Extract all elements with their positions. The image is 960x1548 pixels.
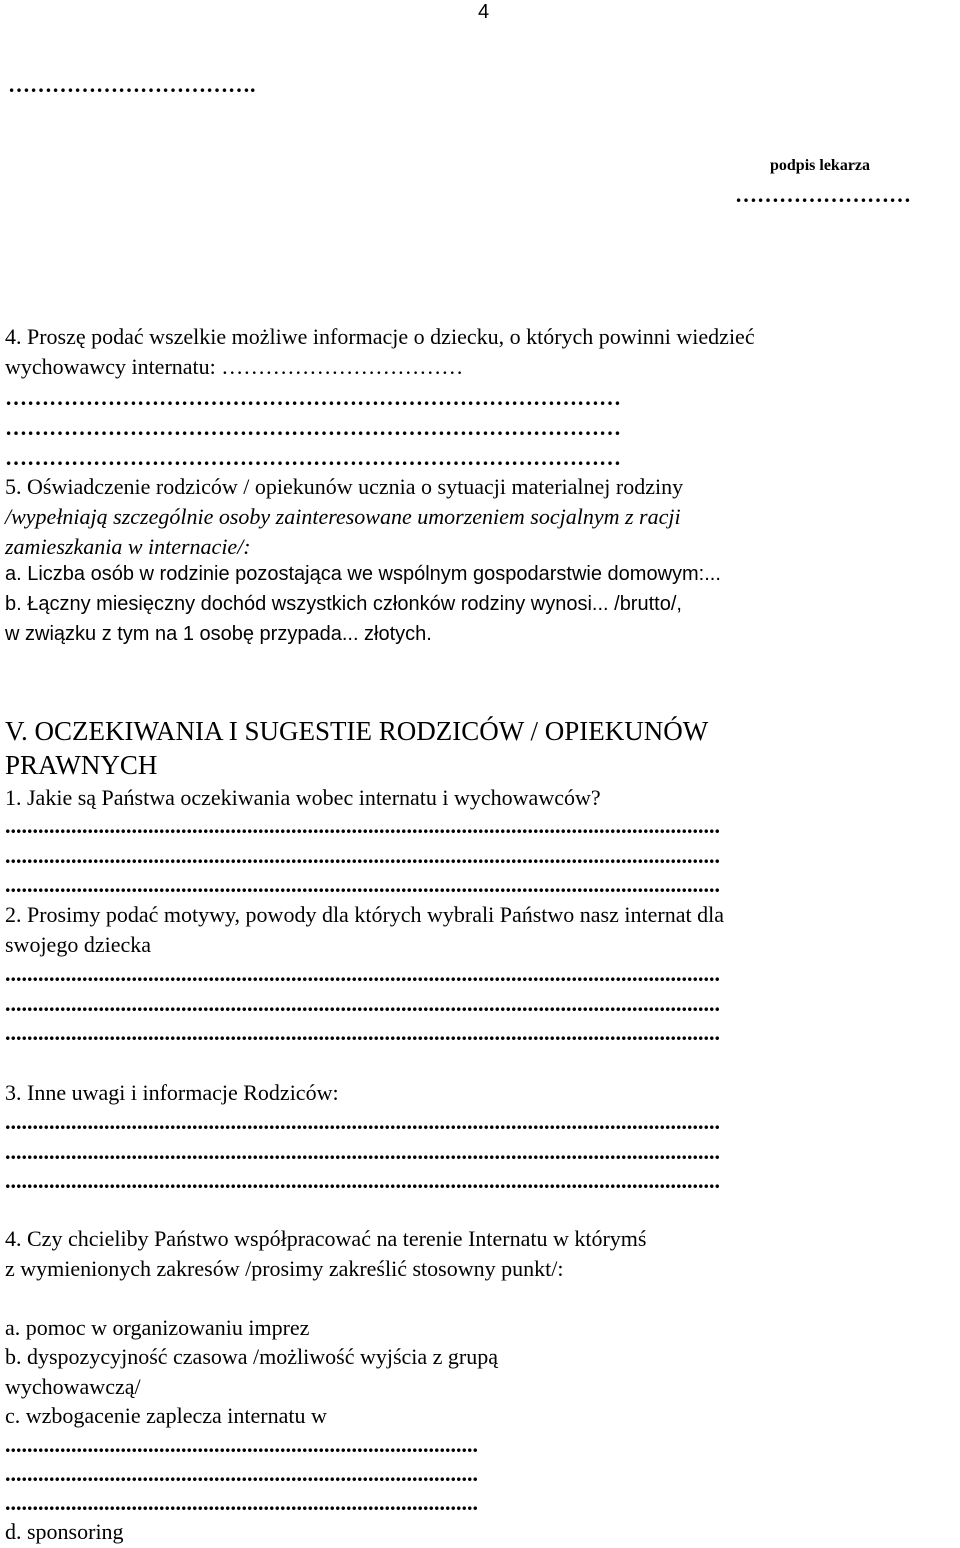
q4-dots-2: ………………………………………………………………………… xyxy=(5,417,621,439)
v-q2-line2: swojego dziecka xyxy=(5,932,151,957)
q4-line2: wychowawcy internatu: …………………………… xyxy=(5,354,464,379)
q5-item-b-line2: w związku z tym na 1 osobę przypada... złotych. xyxy=(5,623,432,645)
option-c-answer-line: ...................................................................................... xyxy=(5,1434,478,1456)
section-v-heading-line1: V. OCZEKIWANIA I SUGESTIE RODZICÓW / OPIEKUNÓW xyxy=(5,716,709,746)
option-c-answer-line: ...................................................................................... xyxy=(5,1463,478,1485)
section-v-heading-line2: PRAWNYCH xyxy=(5,750,158,780)
option-c: c. wzbogacenie zaplecza internatu w xyxy=(5,1403,327,1428)
answer-line: .................................................................................................................................. xyxy=(5,874,720,896)
answer-line: .................................................................................................................................. xyxy=(5,1111,720,1133)
v-q4-line2: z wymienionych zakresów /prosimy zakreślić stosowny punkt/: xyxy=(5,1256,564,1281)
q5-line1: 5. Oświadczenie rodziców / opiekunów ucznia o sytuacji materialnej rodziny xyxy=(5,474,684,499)
option-a: a. pomoc w organizowaniu imprez xyxy=(5,1315,310,1340)
q4-dots-1: ………………………………………………………………………… xyxy=(5,387,621,409)
answer-line: .................................................................................................................................. xyxy=(5,993,720,1015)
v-q2-line1: 2. Prosimy podać motywy, powody dla których wybrali Państwo nasz internat dla xyxy=(5,902,724,927)
q5-italic-2: zamieszkania w internacie/: xyxy=(5,534,251,559)
q5-item-b-line1: b. Łączny miesięczny dochód wszystkich członków rodziny wynosi... /brutto/, xyxy=(5,593,682,615)
option-c-answer-line: ...................................................................................... xyxy=(5,1492,478,1514)
option-d: d. sponsoring xyxy=(5,1519,124,1544)
q4-dots-3: ………………………………………………………………………… xyxy=(5,447,621,469)
v-q1: 1. Jakie są Państwa oczekiwania wobec internatu i wychowawców? xyxy=(5,785,601,810)
answer-line: .................................................................................................................................. xyxy=(5,1141,720,1163)
answer-line: .................................................................................................................................. xyxy=(5,963,720,985)
page-number: 4 xyxy=(478,1,490,23)
v-q4-line1: 4. Czy chcieliby Państwo współpracować na terenie Internatu w którymś xyxy=(5,1226,647,1251)
option-b-line1: b. dyspozycyjność czasowa /możliwość wyjścia z grupą xyxy=(5,1344,499,1369)
signature-label: podpis lekarza xyxy=(770,157,871,174)
answer-line: .................................................................................................................................. xyxy=(5,815,720,837)
option-b-line2: wychowawczą/ xyxy=(5,1374,141,1399)
signature-line-top: ……………………………. xyxy=(8,72,256,97)
q4-line1: 4. Proszę podać wszelkie możliwe informacje o dziecku, o których powinni wiedzieć xyxy=(5,324,755,349)
answer-line: .................................................................................................................................. xyxy=(5,1170,720,1192)
answer-line: .................................................................................................................................. xyxy=(5,1022,720,1044)
q5-item-a: a. Liczba osób w rodzinie pozostająca we wspólnym gospodarstwie domowym:... xyxy=(5,563,721,585)
v-q3: 3. Inne uwagi i informacje Rodziców: xyxy=(5,1080,339,1105)
answer-line: .................................................................................................................................. xyxy=(5,845,720,867)
q5-italic-1: /wypełniają szczególnie osoby zainteresowane umorzeniem socjalnym z racji xyxy=(5,504,681,529)
signature-line-bottom: …………………… xyxy=(735,182,911,207)
